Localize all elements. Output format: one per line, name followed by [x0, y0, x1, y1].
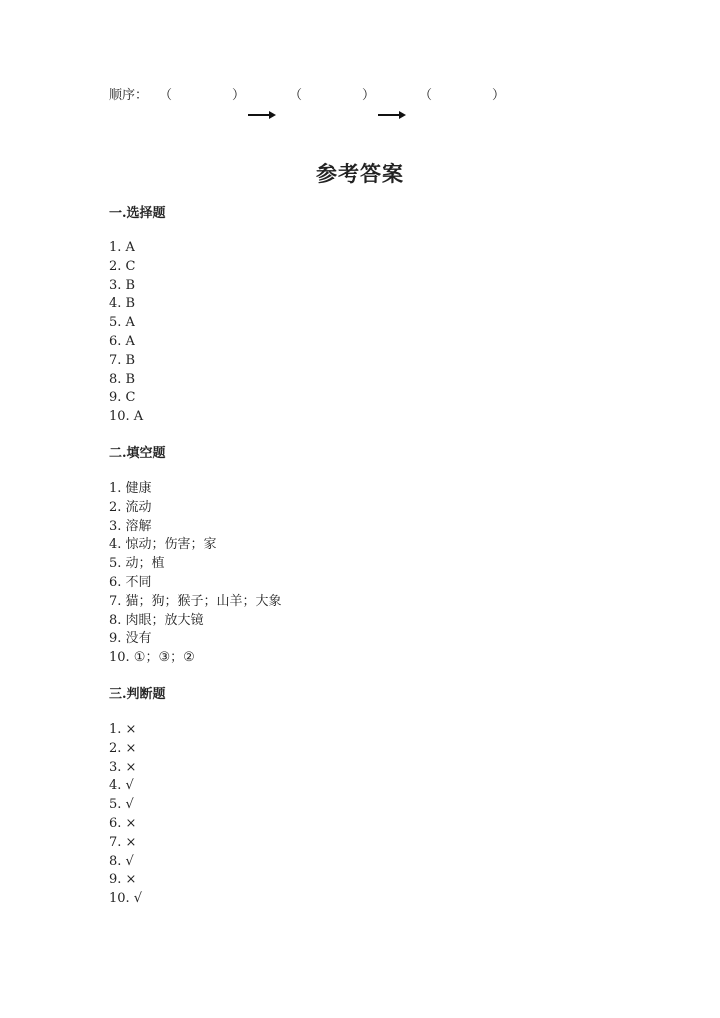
section-title-fill: 二.填空题 — [109, 446, 166, 461]
blank-3-open: （ — [419, 88, 433, 103]
list-item: 7. × — [109, 834, 137, 850]
list-item: 3. 溶解 — [109, 518, 152, 534]
list-item: 9. C — [109, 390, 136, 406]
list-item: 10. A — [109, 409, 144, 425]
section-title-judge: 三.判断题 — [109, 687, 166, 702]
list-item: 6. × — [109, 815, 137, 831]
list-item: 5. √ — [109, 797, 134, 813]
list-item: 5. A — [109, 315, 135, 331]
answer-list-judge — [109, 721, 142, 909]
list-item: 2. × — [109, 740, 137, 756]
answer-list-choice — [109, 239, 143, 427]
list-item: 4. B — [109, 296, 136, 312]
blank-1-open: （ — [159, 88, 173, 103]
blank-3-close: ） — [492, 88, 506, 103]
list-item: 3. × — [109, 759, 137, 775]
list-item: 9. × — [109, 872, 137, 888]
list-item: 5. 动；植 — [109, 556, 165, 572]
list-item: 2. C — [109, 258, 136, 274]
answer-list-fill — [109, 480, 282, 668]
list-item: 3. B — [109, 277, 136, 293]
section-title-choice: 一.选择题 — [109, 206, 166, 221]
list-item: 1. 健康 — [109, 481, 152, 496]
list-item: 1. A — [109, 240, 135, 255]
list-item: 7. 猫；狗；猴子；山羊；大象 — [109, 593, 282, 609]
list-item: 4. 惊动；伤害；家 — [109, 537, 217, 553]
list-item: 7. B — [109, 352, 136, 368]
blank-2-open: （ — [289, 88, 303, 103]
list-item: 10. ①；③；② — [109, 650, 195, 666]
list-item: 8. 肉眼；放大镜 — [109, 612, 204, 628]
list-item: 6. A — [109, 333, 135, 349]
right-arrow-icon — [248, 111, 277, 119]
list-item: 6. 不同 — [109, 574, 152, 590]
list-item: 9. 没有 — [109, 631, 152, 647]
answer-title: 参考答案 — [316, 161, 404, 186]
blank-2-close: ） — [362, 88, 376, 103]
right-arrow-icon — [378, 111, 407, 119]
list-item: 10. √ — [109, 891, 143, 907]
list-item: 8. B — [109, 371, 136, 387]
blank-1-close: ） — [232, 88, 246, 103]
sequence-label: 顺序： — [109, 88, 149, 103]
list-item: 1. × — [109, 722, 137, 737]
list-item: 4. √ — [109, 778, 134, 794]
list-item: 2. 流动 — [109, 499, 152, 515]
list-item: 8. √ — [109, 853, 134, 869]
